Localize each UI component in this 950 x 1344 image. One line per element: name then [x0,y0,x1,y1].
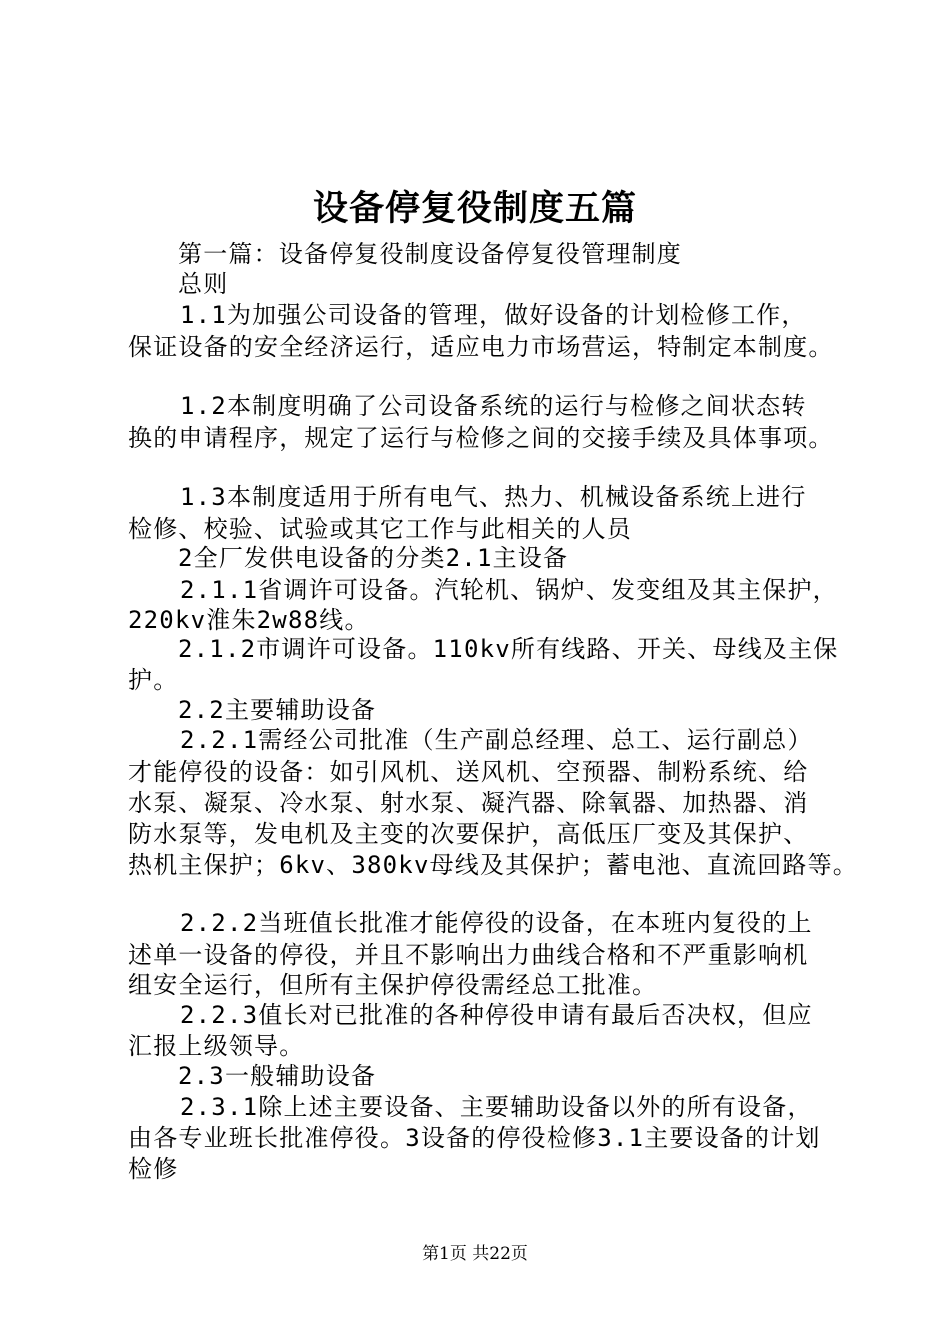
text-line: 组安全运行，但所有主保护停役需经总工批准。 [128,971,658,999]
text-line: 述单一设备的停役，并且不影响出力曲线合格和不严重影响机 [128,941,809,969]
text-line: 防水泵等，发电机及主变的次要保护，高低压厂变及其保护、 [128,820,809,848]
text-line: 2.1.2市调许可设备。110kv所有线路、开关、母线及主保 [178,635,839,663]
text-line: 2.2.3值长对已批准的各种停役申请有最后否决权，但应 [180,1001,813,1029]
text-line: 水泵、凝泵、冷水泵、射水泵、凝汽器、除氧器、加热器、消 [128,789,809,817]
text-line: 第一篇：设备停复役制度设备停复役管理制度 [178,240,682,268]
text-line: 2.3一般辅助设备 [178,1062,377,1090]
text-line: 220kv淮朱2w88线。 [128,606,370,634]
text-line: 汇报上级领导。 [128,1032,305,1060]
text-line: 保证设备的安全经济运行，适应电力市场营运，特制定本制度。 [128,333,834,361]
text-line: 热机主保护；6kv、380kv母线及其保护；蓄电池、直流回路等。 [128,851,858,879]
text-line: 2.2.1需经公司批准（生产副总经理、总工、运行副总） [180,726,813,754]
page-number: 第1页 共22页 [422,1244,528,1264]
text-line: 护。 [128,666,179,694]
text-line: 2.2.2当班值长批准才能停役的设备，在本班内复役的上 [180,909,813,937]
document-title: 设备停复役制度五篇 [312,188,637,229]
text-line: 由各专业班长批准停役。3设备的停役检修3.1主要设备的计划 [128,1124,821,1152]
text-line: 换的申请程序，规定了运行与检修之间的交接手续及具体事项。 [128,424,834,452]
text-line: 2全厂发供电设备的分类2.1主设备 [178,544,569,572]
text-line: 总则 [178,270,229,298]
text-line: 2.3.1除上述主要设备、主要辅助设备以外的所有设备， [180,1093,813,1121]
text-line: 2.2主要辅助设备 [178,696,377,724]
text-line: 1.2本制度明确了公司设备系统的运行与检修之间状态转 [180,392,807,420]
text-line: 才能停役的设备：如引风机、送风机、空预器、制粉系统、给 [128,758,809,786]
text-line: 1.3本制度适用于所有电气、热力、机械设备系统上进行 [180,483,807,511]
text-line: 1.1为加强公司设备的管理，做好设备的计划检修工作， [180,301,807,329]
text-line: 检修、校验、试验或其它工作与此相关的人员 [128,515,632,543]
text-line: 检修 [128,1155,179,1183]
text-line: 2.1.1省调许可设备。汽轮机、锅炉、发变组及其主保护， [180,576,838,604]
